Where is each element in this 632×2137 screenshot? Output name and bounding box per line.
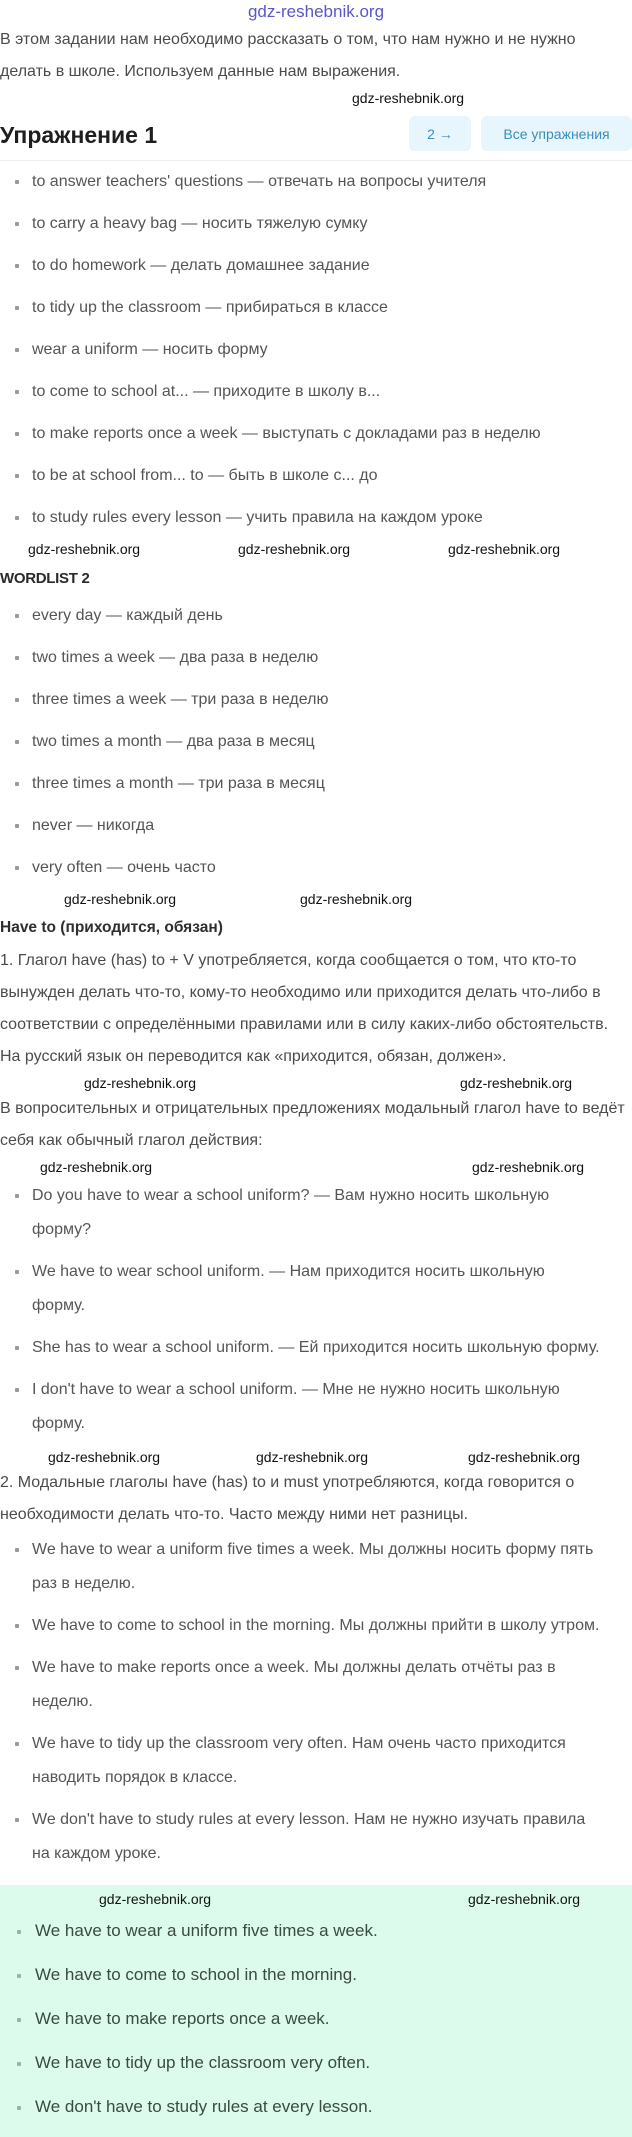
answer-item (0, 2085, 632, 2129)
bullet-icon (15, 782, 19, 786)
answer-item-text: We don't have to study rules at every lesson. (35, 2097, 373, 2116)
list-item-text: We have to wear school uniform. — Нам приходится носить школьную форму. (32, 1263, 545, 1314)
list-item-text: wear a uniform — носить форму (32, 341, 268, 358)
answer-item (0, 1953, 632, 1997)
answer-item-text: We have to wear a uniform five times a week. (35, 1921, 378, 1940)
bullet-icon (17, 2018, 21, 2022)
watermark: gdz-reshebnik.org (238, 541, 351, 557)
bullet-icon (15, 264, 19, 268)
list-item-text: to be at school from... to — быть в школе с... до (32, 467, 378, 484)
list-item (0, 1177, 602, 1253)
list-item-text: We have to come to school in the morning. Мы должны прийти в школу утром. (32, 1617, 600, 1634)
bullet-icon (15, 1818, 19, 1822)
answer-item (0, 1997, 632, 2041)
bullet-icon (15, 1388, 19, 1392)
intro-text: В этом задании нам необходимо рассказать о том, что нам нужно и не нужно делать в школе. Используем данные нам выражения. (0, 31, 576, 80)
list-item-text: three times a month — три раза в месяц (32, 775, 325, 792)
list-item (0, 679, 602, 721)
watermark: gdz-reshebnik.org (247, 2, 385, 21)
list-item-text: three times a week — три раза в неделю (32, 691, 329, 708)
answer-item-text: We have to come to school in the morning. (35, 1965, 357, 1984)
bullet-icon (15, 1624, 19, 1628)
list-item (0, 1329, 602, 1371)
all-exercises-label: Все упражнения (503, 125, 610, 142)
watermark: gdz-reshebnik.org (99, 1891, 212, 1907)
list-item (0, 763, 602, 805)
list-item (0, 1607, 602, 1649)
list-item (0, 245, 602, 287)
bullet-icon (15, 474, 19, 478)
list-item (0, 805, 602, 847)
watermark: gdz-reshebnik.org (300, 891, 413, 907)
list-item-text: to tidy up the classroom — прибираться в классе (32, 299, 388, 316)
list-item-text: We have to make reports once a week. Мы должны делать отчёты раз в неделю. (32, 1659, 556, 1710)
bullet-icon (17, 1974, 21, 1978)
list-item-text: very often — очень часто (32, 859, 216, 876)
bullet-icon (15, 614, 19, 618)
bullet-icon (15, 432, 19, 436)
grammar-title: Have to (приходится, обязан) (0, 919, 223, 936)
grammar-rule-2: 2. Модальные глаголы have (has) to и must употребляются, когда говорится о необходимости делать что-то. Часто между ними нет разницы. (0, 1474, 575, 1523)
list-item-text: to make reports once a week — выступать с докладами раз в неделю (32, 425, 541, 442)
watermark-row (0, 1447, 632, 1467)
answer-box (0, 1885, 632, 2137)
watermark-row (0, 1073, 632, 1093)
examples-2 (0, 1531, 632, 1877)
list-item-text: to answer teachers' questions — отвечать на вопросы учителя (32, 173, 487, 190)
list-item (0, 413, 602, 455)
list-item-text: to study rules every lesson — учить правила на каждом уроке (32, 509, 483, 526)
bullet-icon (15, 740, 19, 744)
bullet-icon (15, 656, 19, 660)
list-item (0, 287, 602, 329)
watermark-row (0, 1157, 632, 1177)
bullet-icon (15, 824, 19, 828)
wordlist-2-title: WORDLIST 2 (0, 570, 90, 587)
watermark: gdz-reshebnik.org (468, 1891, 581, 1907)
list-item-text: two times a month — два раза в месяц (32, 733, 315, 750)
bullet-icon (15, 1548, 19, 1552)
bullet-icon (15, 1194, 19, 1198)
answer-list (0, 1909, 632, 2129)
wordlist-1 (0, 161, 632, 539)
list-item (0, 203, 602, 245)
list-item-text: every day — каждый день (32, 607, 223, 624)
watermark-row (0, 539, 632, 559)
list-item-text: to carry a heavy bag — носить тяжелую сумку (32, 215, 368, 232)
exercise-title: Упражнение 1 (0, 122, 158, 148)
list-item (0, 497, 602, 539)
list-item (0, 847, 602, 889)
watermark: gdz-reshebnik.org (256, 1449, 369, 1465)
watermark: gdz-reshebnik.org (40, 1159, 153, 1175)
answer-item (0, 2041, 632, 2085)
list-item-text: She has to wear a school uniform. — Ей приходится носить школьную форму. (32, 1339, 600, 1356)
watermark: gdz-reshebnik.org (468, 1449, 581, 1465)
watermark: gdz-reshebnik.org (28, 541, 141, 557)
bullet-icon (15, 1742, 19, 1746)
bullet-icon (15, 866, 19, 870)
site-watermark-top (0, 0, 632, 24)
bullet-icon (15, 222, 19, 226)
list-item (0, 371, 602, 413)
bullet-icon (15, 516, 19, 520)
bullet-icon (17, 1930, 21, 1934)
watermark: gdz-reshebnik.org (64, 891, 177, 907)
next-exercise-label: 2 → (427, 125, 453, 142)
list-item-text: Do you have to wear a school uniform? — Вам нужно носить школьную форму? (32, 1187, 550, 1238)
list-item (0, 455, 602, 497)
list-item (0, 637, 602, 679)
list-item-text: We have to wear a uniform five times a week. Мы должны носить форму пять раз в неделю. (32, 1541, 594, 1592)
list-item-text: I don't have to wear a school uniform. — Мне не нужно носить школьную форму. (32, 1381, 560, 1432)
watermark-row (0, 88, 632, 108)
answer-item (0, 1909, 632, 1953)
list-item (0, 329, 602, 371)
watermark: gdz-reshebnik.org (448, 541, 561, 557)
list-item (0, 1253, 602, 1329)
watermark: gdz-reshebnik.org (460, 1075, 573, 1091)
answer-item-text: We have to make reports once a week. (35, 2009, 330, 2028)
watermark: gdz-reshebnik.org (472, 1159, 585, 1175)
watermark-row (0, 1889, 632, 1909)
all-exercises-button[interactable] (481, 116, 632, 151)
watermark: gdz-reshebnik.org (48, 1449, 161, 1465)
exercise-header (0, 112, 632, 161)
examples-1 (0, 1177, 632, 1447)
bullet-icon (17, 2106, 21, 2110)
bullet-icon (15, 1666, 19, 1670)
bullet-icon (15, 348, 19, 352)
bullet-icon (15, 390, 19, 394)
bullet-icon (15, 180, 19, 184)
grammar-rule-1-note: В вопросительных и отрицательных предложениях модальный глагол have to ведёт себя как обычный глагол действия: (0, 1100, 625, 1149)
list-item-text: never — никогда (32, 817, 155, 834)
list-item (0, 1531, 602, 1607)
list-item (0, 721, 602, 763)
list-item (0, 1649, 602, 1725)
watermark: gdz-reshebnik.org (352, 90, 465, 106)
list-item-text: We have to tidy up the classroom very often. Нам очень часто приходится наводить порядок в классе. (32, 1735, 566, 1786)
list-item (0, 1725, 602, 1801)
list-item-text: to come to school at... — приходите в школу в... (32, 383, 381, 400)
list-item (0, 595, 602, 637)
wordlist-2 (0, 595, 632, 889)
list-item (0, 1801, 602, 1877)
list-item (0, 161, 602, 203)
list-item (0, 1371, 602, 1447)
bullet-icon (15, 1270, 19, 1274)
next-exercise-button[interactable] (409, 116, 471, 151)
bullet-icon (15, 306, 19, 310)
watermark: gdz-reshebnik.org (84, 1075, 197, 1091)
list-item-text: We don't have to study rules at every lesson. Нам не нужно изучать правила на каждом уроке. (32, 1811, 586, 1862)
bullet-icon (15, 698, 19, 702)
bullet-icon (17, 2062, 21, 2066)
watermark-row (0, 889, 632, 909)
list-item-text: to do homework — делать домашнее задание (32, 257, 370, 274)
list-item-text: two times a week — два раза в неделю (32, 649, 319, 666)
answer-item-text: We have to tidy up the classroom very often. (35, 2053, 371, 2072)
bullet-icon (15, 1346, 19, 1350)
grammar-rule-1: 1. Глагол have (has) to + V употребляется, когда сообщается о том, что кто-то вынужден делать что-то, кому-то необходимо или приходится делать что-либо в соответствии с определёнными правилами или в силу каких-либо обстоятельств. На русский язык он переводится как «приходится, обязан, должен». (0, 952, 609, 1065)
